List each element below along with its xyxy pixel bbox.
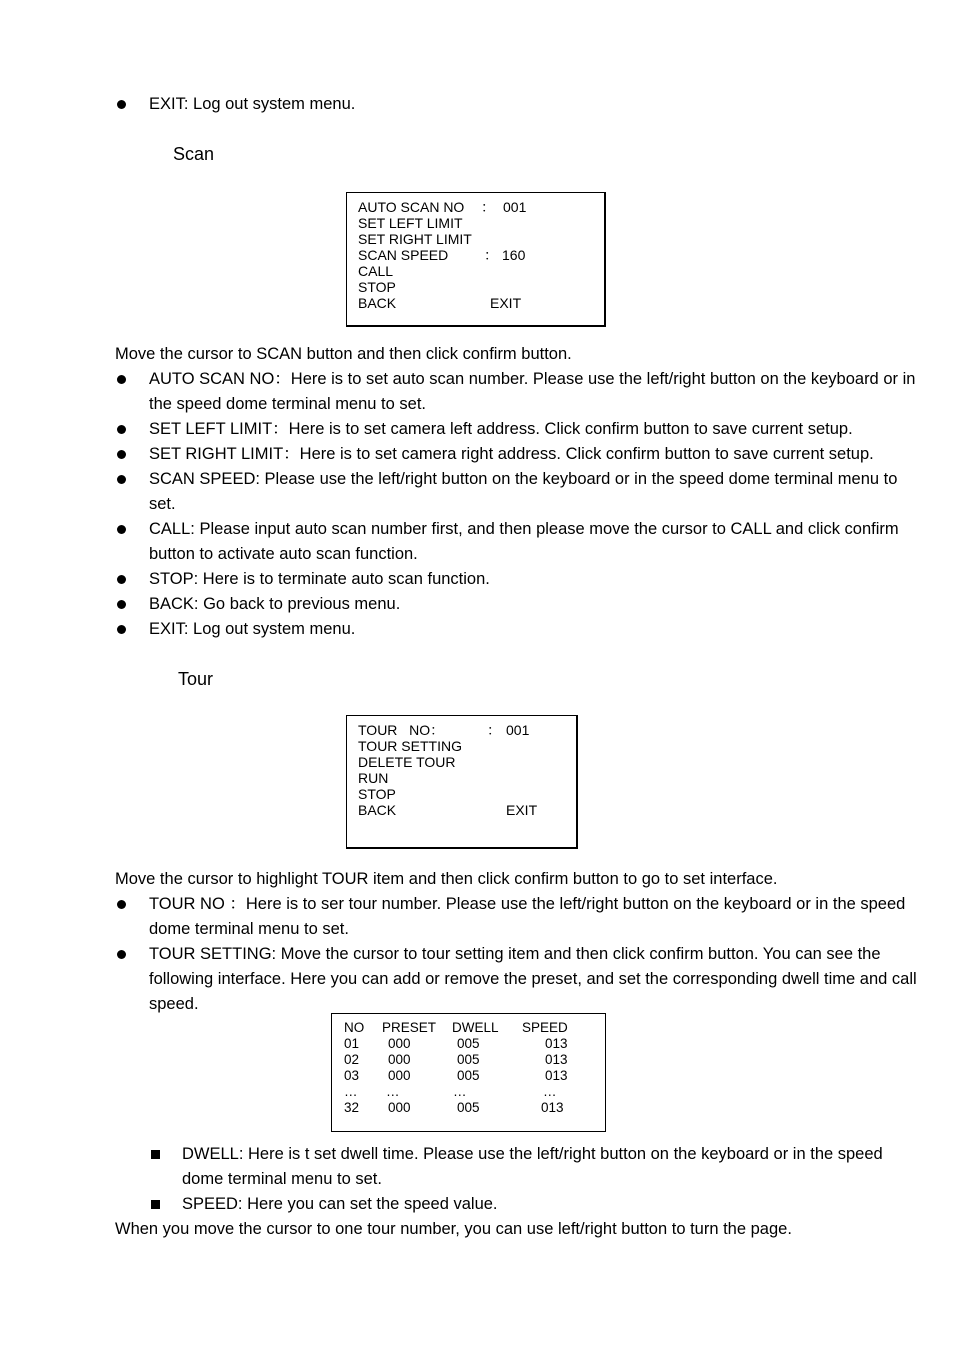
tour-sub-bullet: SPEED: Here you can set the speed value. [182, 1195, 498, 1213]
scan-bullet: BACK: Go back to previous menu. [149, 595, 401, 613]
scan-menu-row: BACK [358, 295, 397, 311]
table-cell: 005 [457, 1068, 480, 1083]
table-cell: 013 [545, 1036, 568, 1051]
bullet-dot [117, 475, 126, 484]
table-cell: 000 [388, 1036, 411, 1051]
scan-menu-row: CALL [358, 263, 394, 279]
table-cell: 005 [457, 1052, 480, 1067]
scan-menu-row: SET RIGHT LIMIT [358, 231, 472, 247]
tour-menu-box [346, 715, 578, 849]
tour-setting-table [331, 1013, 606, 1132]
table-header: DWELL [452, 1020, 499, 1035]
scan-bullet: AUTO SCAN NO：Here is to set auto scan number. Please use the left/right button on the keyboard or in the speed dome terminal menu to set. [149, 370, 916, 413]
scan-bullet: EXIT: Log out system menu. [149, 620, 356, 638]
tour-menu-row: DELETE TOUR [358, 754, 456, 770]
table-cell: 013 [545, 1068, 568, 1083]
bullet-dot [117, 600, 126, 609]
tour-closing: When you move the cursor to one tour number, you can use left/right button to turn the page. [115, 1220, 792, 1238]
table-cell: 005 [457, 1036, 480, 1051]
bullet-dot [117, 525, 126, 534]
table-cell: … [386, 1084, 400, 1099]
tour-menu-row: STOP [358, 786, 396, 802]
tour-menu-value: 001 [506, 722, 530, 738]
tour-sub-bullet: DWELL: Here is t set dwell time. Please use the left/right button on the keyboard or in the speed dome terminal menu to set. [182, 1145, 883, 1188]
scan-menu-exit: EXIT [490, 295, 522, 311]
exit-bullet-top: EXIT: Log out system menu. [149, 95, 356, 113]
bullet-dot [117, 450, 126, 459]
tour-menu-row: TOUR NO： [358, 722, 445, 738]
table-cell: 005 [457, 1100, 480, 1115]
bullet-dot [117, 100, 126, 109]
table-cell: 03 [344, 1068, 360, 1083]
bullet-dot [117, 625, 126, 634]
bullet-dot [117, 425, 126, 434]
table-cell: 02 [344, 1052, 360, 1067]
table-cell: … [543, 1084, 557, 1099]
scan-menu-row: SCAN SPEED [358, 247, 449, 263]
table-cell: 000 [388, 1068, 411, 1083]
table-header: SPEED [522, 1020, 568, 1035]
bullet-dot [117, 950, 126, 959]
scan-bullet: STOP: Here is to terminate auto scan function. [149, 570, 490, 588]
scan-bullet: SET RIGHT LIMIT：Here is to set camera right address. Click confirm button to save current setup. [149, 445, 874, 463]
table-cell: 000 [388, 1100, 411, 1115]
table-header: NO [344, 1020, 365, 1035]
table-cell: 013 [545, 1052, 568, 1067]
bullet-square [151, 1200, 160, 1209]
tour-menu-exit: EXIT [506, 802, 538, 818]
table-cell: … [453, 1084, 467, 1099]
scan-menu-sep: ： [481, 199, 495, 215]
scan-menu-row: AUTO SCAN NO [358, 199, 465, 215]
scan-menu-value: 160 [502, 247, 526, 263]
tour-bullet: TOUR SETTING: Move the cursor to tour setting item and then click confirm button. You can see the following interface. Here you can add or remove the preset, and set the corresponding dwell time and call speed. [149, 945, 917, 1013]
tour-menu-row: RUN [358, 770, 389, 786]
scan-bullet: SET LEFT LIMIT：Here is to set camera left address. Click confirm button to save current setup. [149, 420, 853, 438]
table-header: PRESET [382, 1020, 437, 1035]
scan-heading: Scan [173, 144, 215, 164]
scan-bullet: CALL: Please input auto scan number first, and then please move the cursor to CALL and click confirm button to activate auto scan function. [149, 520, 899, 563]
scan-menu-row: SET LEFT LIMIT [358, 215, 463, 231]
tour-menu-row: BACK [358, 802, 397, 818]
table-cell: 013 [541, 1100, 564, 1115]
table-cell: 32 [344, 1100, 360, 1115]
tour-menu-row: TOUR SETTING [358, 738, 462, 754]
scan-intro: Move the cursor to SCAN button and then click confirm button. [115, 345, 572, 363]
scan-bullet: SCAN SPEED: Please use the left/right button on the keyboard or in the speed dome terminal menu to set. [149, 470, 898, 513]
tour-heading: Tour [178, 669, 214, 689]
scan-menu-box [346, 192, 606, 327]
tour-menu-sep: ： [487, 722, 501, 738]
bullet-dot [117, 900, 126, 909]
bullet-dot [117, 375, 126, 384]
table-cell: 01 [344, 1036, 360, 1051]
scan-menu-value: 001 [503, 199, 527, 215]
tour-bullet: TOUR NO ：Here is to ser tour number. Please use the left/right button on the keyboard or in the speed dome terminal menu to set. [149, 895, 906, 938]
tour-intro: Move the cursor to highlight TOUR item and then click confirm button to go to set interface. [115, 870, 778, 888]
bullet-square [151, 1150, 160, 1159]
table-cell: … [344, 1084, 358, 1099]
bullet-dot [117, 575, 126, 584]
scan-menu-row: STOP [358, 279, 396, 295]
table-cell: 000 [388, 1052, 411, 1067]
scan-menu-sep: ： [484, 247, 498, 263]
